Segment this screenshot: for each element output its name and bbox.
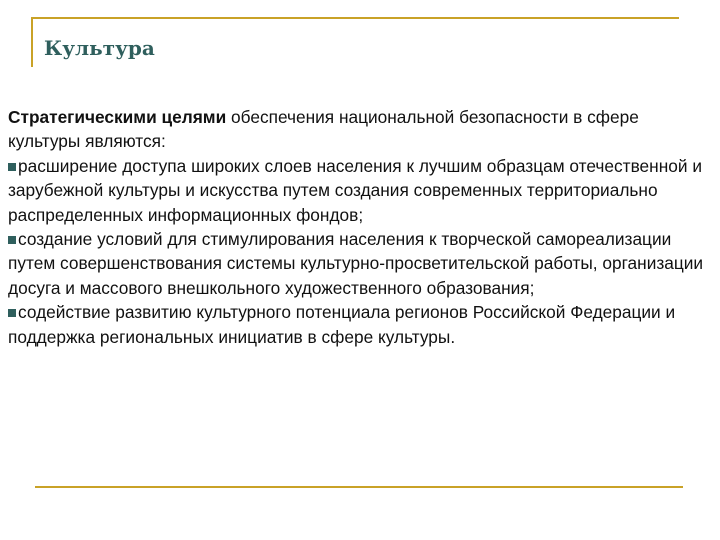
intro-text: обеспечения национальной безопасности в сфере культуры являются: [8,107,639,152]
square-bullet-icon [8,163,16,171]
bottom-divider [35,486,683,488]
bullet-text: создание условий для стимулирования населения к творческой самореализации путем совершенствования системы культурно-просветительской работы, организации досуга и массового внешкольного художественного образования; [8,229,704,298]
bullet-text: содействие развитию культурного потенциала регионов Российской Федерации и поддержка региональных инициатив в сфере культуры. [8,302,676,347]
list-item [8,300,713,349]
intro-paragraph [8,105,713,154]
slide-title: Культура [44,36,155,60]
slide-body [8,105,713,349]
bullet-text: расширение доступа широких слоев населения к лучшим образцам отечественной и зарубежной культуры и искусства путем создания современных территориально распределенных информационных фондов; [8,155,702,225]
intro-bold-text: Стратегическими целями [8,107,227,127]
list-item [8,227,713,300]
square-bullet-icon [8,236,16,244]
list-item [8,154,713,227]
square-bullet-icon [8,309,16,317]
